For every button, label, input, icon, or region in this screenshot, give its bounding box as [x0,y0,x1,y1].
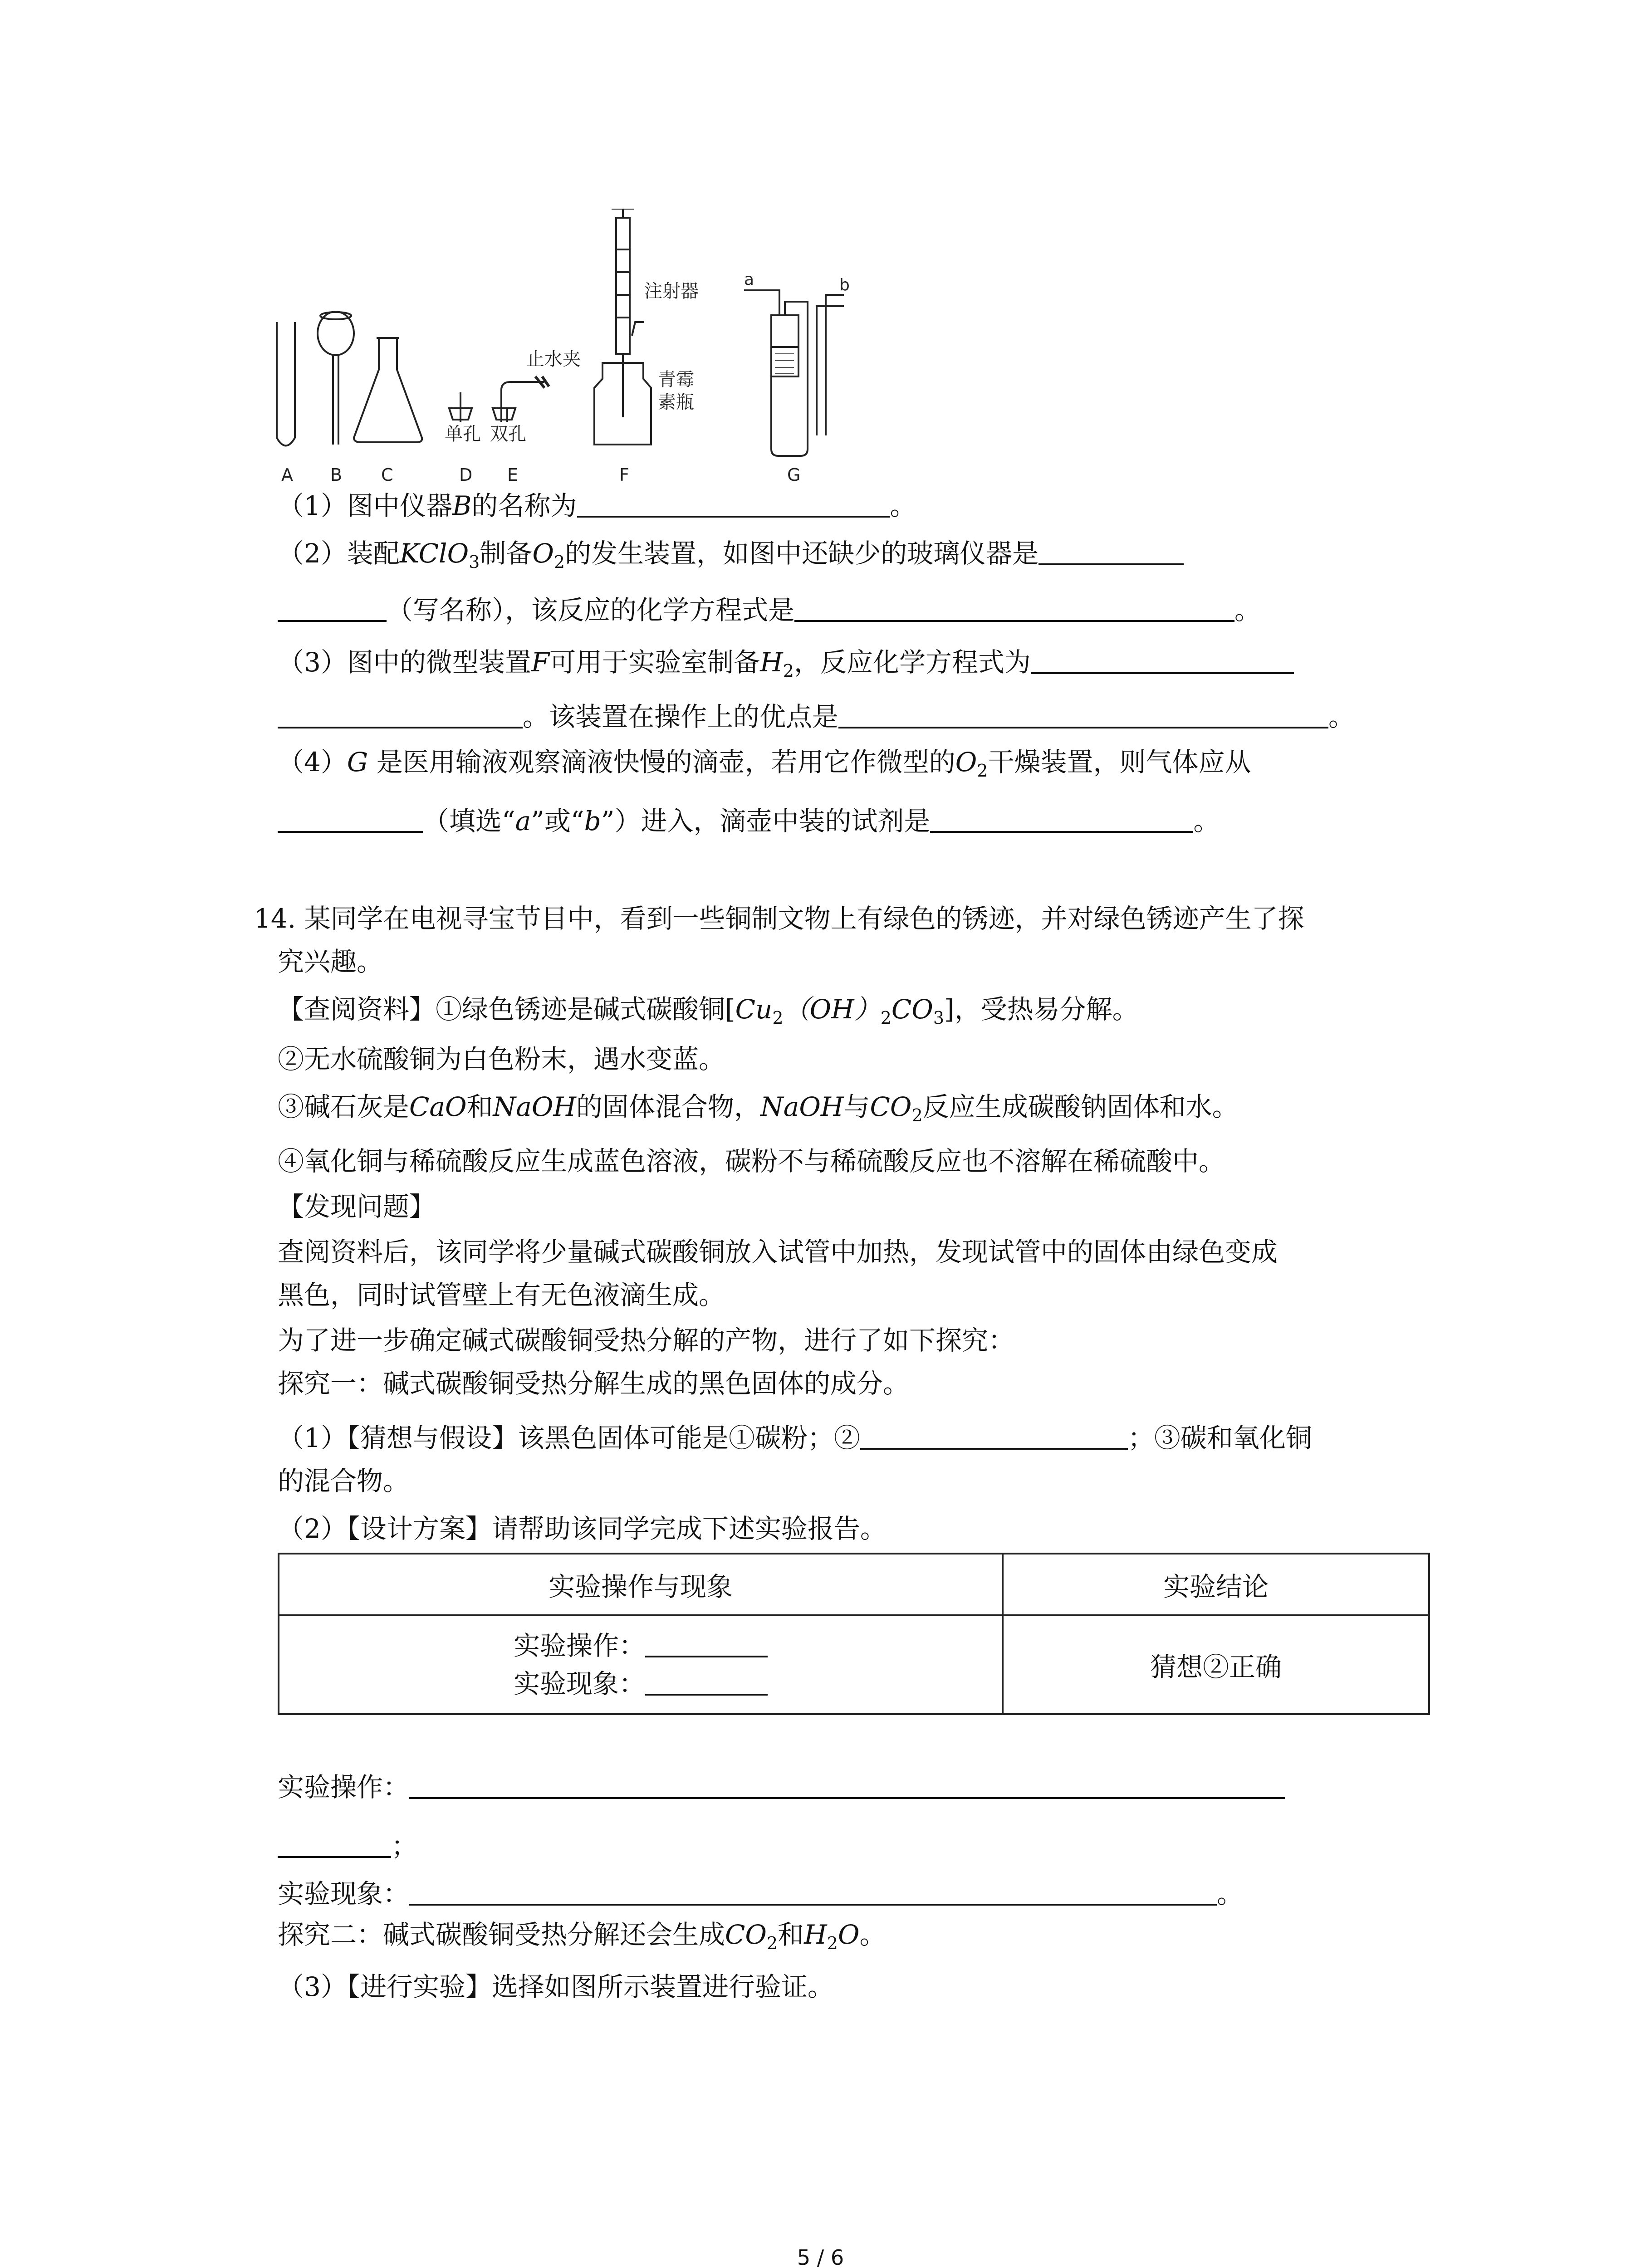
q14-ref3-a: ③碱石灰是 [278,1091,410,1122]
apparatus-figure [272,209,907,490]
q13-p1-var: B [452,490,472,521]
q14-inq2-co: CO [725,1919,767,1950]
answer-blank-q13-2c[interactable] [794,593,1234,622]
q13-p2-line2-text: （写名称），该反应的化学方程式是 [387,595,795,626]
q13-p2-sub3: 3 [469,552,480,572]
q14-find-title: 【发现问题】 [278,1191,436,1222]
q14-answer-obs-end: 。 [1217,1878,1244,1909]
q14-hyp-text-b: ；③碳和氧化铜 [1127,1422,1312,1453]
answer-blank-q13-3b[interactable] [278,699,523,728]
q13-p1-end: 。 [890,490,916,521]
q14-find-line1: 查阅资料后，该同学将少量碱式碳酸铜放入试管中加热，发现试管中的固体由绿色变成 [278,1237,1278,1267]
answer-blank-q13-3a[interactable] [1031,645,1294,674]
label-letter-C: C [381,465,393,485]
q14-answer-observation [278,1876,1243,1912]
q14-answer-operation [278,1769,1285,1805]
q14-inquiry1: 探究一：碱式碳酸铜受热分解生成的黑色固体的成分。 [278,1368,910,1399]
q13-p4-o: O [955,747,977,777]
q14-inq2-h: H [804,1919,827,1950]
table-obs-label: 实验现象： [513,1668,645,1699]
answer-blank-q14-hypothesis[interactable] [860,1421,1128,1450]
q14-inquiry2 [278,1916,886,1961]
q14-ref1-sub3: 3 [933,1008,945,1028]
table-op-line [280,1627,1001,1665]
label-letter-G: G [787,465,801,485]
label-double-hole: 双孔 [490,424,526,445]
q13-part2 [278,535,1184,580]
q13-p4-sub: 2 [977,761,988,781]
q13-p4-text-b: 是医用输液观察滴液快慢的滴壶，若用它作微型的 [368,747,955,777]
funnel-B-stem [333,354,338,445]
q13-part2-line2 [278,592,1261,628]
test-tube-A [277,322,295,446]
q13-p3-line2-end: 。 [1328,701,1355,732]
label-letter-F: F [619,465,629,485]
q14-ref3-c: 的固体混合物， [576,1091,761,1122]
q14-inq2-sub: 2 [766,1933,778,1953]
q14-ref1-tail: ]，受热易分解。 [944,994,1139,1025]
q14-ref3-sub: 2 [911,1105,923,1125]
q13-p3-line2-text: 。该装置在操作上的优点是 [523,701,839,732]
q14-inq2-o: O [838,1919,860,1950]
q13-p3-text-b: 可用于实验室制备 [549,647,760,678]
q13-p1-text: （1）图中仪器 [278,490,452,521]
label-single-hole: 单孔 [445,424,481,445]
q13-p4-var: G [347,747,368,777]
table-cell-operation [279,1615,1003,1714]
q13-part4 [278,744,1251,789]
label-port-a: a [744,270,754,289]
q13-part1 [278,488,916,524]
q14-answer-operation-line2 [278,1828,417,1864]
q13-p4-text-c: 干燥装置，则气体应从 [988,747,1251,777]
q14-reference-1 [278,991,1139,1036]
q13-part4-line2 [278,803,1220,839]
syringe [616,218,630,354]
q13-p2-sub2: 2 [554,552,565,572]
q14-reference-4: ④氧化铜与稀硫酸反应生成蓝色溶液，碳粉不与稀硫酸反应也不溶解在稀硫酸中。 [278,1146,1225,1177]
conical-flask-C [354,338,422,442]
label-letter-E: E [507,465,519,485]
q13-p4-var-b: b [584,806,601,836]
label-syringe: 注射器 [644,281,699,302]
q14-design: （2）【设计方案】请帮助该同学完成下述实验报告。 [278,1513,887,1544]
answer-blank-q13-3c[interactable] [838,699,1328,728]
q14-find-line3: 为了进一步确定碱式碳酸铜受热分解的产物，进行了如下探究： [278,1325,1015,1356]
q13-p1-tail: 的名称为 [471,490,577,521]
q13-p4-line2-b: ”或“ [531,806,584,836]
q14-ref1-text: 【查阅资料】①绿色锈迹是碱式碳酸铜[ [278,994,735,1025]
q13-p3-sub: 2 [783,661,794,681]
table-cell-conclusion: 猜想②正确 [1003,1615,1429,1714]
label-bottle-2: 素瓶 [658,392,694,413]
q14-ref3-co: CO [870,1091,912,1122]
q14-inq2-sub2: 2 [827,1933,838,1953]
q14-hypothesis [278,1420,1312,1456]
q13-p3-var: F [531,647,550,678]
q14-find-line2: 黑色，同时试管壁上有无色液滴生成。 [278,1280,725,1310]
q13-p4-line2-end: 。 [1193,806,1220,836]
q14-answer-op-end: ； [391,1831,418,1862]
q14-inq2-end: 。 [859,1919,886,1950]
label-letter-D: D [459,465,473,485]
q14-intro-line2: 究兴趣。 [278,946,383,977]
q14-ref1-co: CO [891,994,933,1025]
answer-blank-q14-observation[interactable] [409,1877,1217,1906]
q14-reference-3 [278,1089,1239,1134]
q14-ref3-d: 与 [843,1091,870,1122]
label-clamp: 止水夹 [526,349,581,370]
q14-intro-line1: 14. 某同学在电视寻宝节目中，看到一些铜制文物上有绿色的锈迹，并对绿色锈迹产生了探 [254,903,1304,934]
q13-p4-text-a: （4） [278,747,347,777]
label-port-b: b [839,276,850,294]
table-header-row [279,1554,1429,1615]
q14-ref3-b: 和 [466,1091,493,1122]
q13-p2-kclo: KClO [399,538,469,569]
q14-inq2-text: 探究二：碱式碳酸铜受热分解还会生成 [278,1919,725,1950]
q14-ref3-naoh: NaOH [493,1091,577,1122]
q13-p4-line2-c: ”）进入，滴壶中装的试剂是 [601,806,931,836]
q13-p3-h: H [760,647,783,678]
table-header-conclusion: 实验结论 [1003,1554,1429,1615]
q14-ref1-sub-b: 2 [880,1008,892,1028]
stopper-E [493,408,515,420]
answer-blank-q13-1[interactable] [577,489,890,518]
q14-ref1-sub: 2 [772,1008,784,1028]
q13-p2-line2-end: 。 [1234,595,1261,626]
q14-answer-op-label: 实验操作： [278,1772,410,1803]
q14-hypothesis-line2: 的混合物。 [278,1466,410,1496]
q13-p4-var-a: a [515,806,531,836]
q13-p3-text-c: ，反应化学方程式为 [794,647,1031,678]
table-blank-observation[interactable] [645,1670,768,1696]
q13-p2-text-a: （2）装配 [278,538,400,569]
answer-blank-q13-4a[interactable] [278,804,423,833]
q13-part3 [278,644,1294,689]
q14-ref3-naoh2: NaOH [760,1091,844,1122]
answer-blank-q14-operation[interactable] [409,1770,1285,1799]
label-letter-A: A [281,465,293,485]
table-blank-operation[interactable] [645,1632,768,1657]
label-bottle-1: 青霉 [658,369,694,390]
q14-ref3-cao: CaO [409,1091,467,1122]
answer-blank-q14-operation-2[interactable] [278,1829,391,1858]
q14-reference-2: ②无水硫酸铜为白色粉末，遇水变蓝。 [278,1044,725,1075]
q14-experiment: （3）【进行实验】选择如图所示装置进行验证。 [278,1971,834,2002]
answer-blank-q13-4b[interactable] [930,804,1193,833]
q14-ref1-cu: Cu [735,994,773,1025]
table-op-label: 实验操作： [513,1630,645,1661]
table-header-operation: 实验操作与现象 [279,1554,1003,1615]
label-letter-B: B [330,465,343,485]
q14-inq2-and: 和 [778,1919,804,1950]
page-number: 5 / 6 [797,2245,844,2268]
answer-blank-q13-2a[interactable] [1038,536,1184,565]
q14-answer-obs-label: 实验现象： [278,1878,410,1909]
q14-ref1-oh: （OH） [783,994,881,1025]
q14-hyp-text-a: （1）【猜想与假设】该黑色固体可能是①碳粉；② [278,1422,860,1453]
table-row [279,1615,1429,1714]
q13-p3-text-a: （3）图中的微型装置 [278,647,531,678]
q13-p4-line2-a: （填选“ [423,806,515,836]
q13-part3-line2 [278,699,1355,735]
q13-p2-text-c: 的发生装置，如图中还缺少的玻璃仪器是 [565,538,1039,569]
q14-ref3-e: 反应生成碳酸钠固体和水。 [922,1091,1239,1122]
experiment-report-table [278,1553,1430,1715]
q13-p2-text-b: 制备 [480,538,533,569]
answer-blank-q13-2b[interactable] [278,593,387,622]
q13-p2-o: O [532,538,554,569]
table-obs-line [280,1665,1001,1703]
